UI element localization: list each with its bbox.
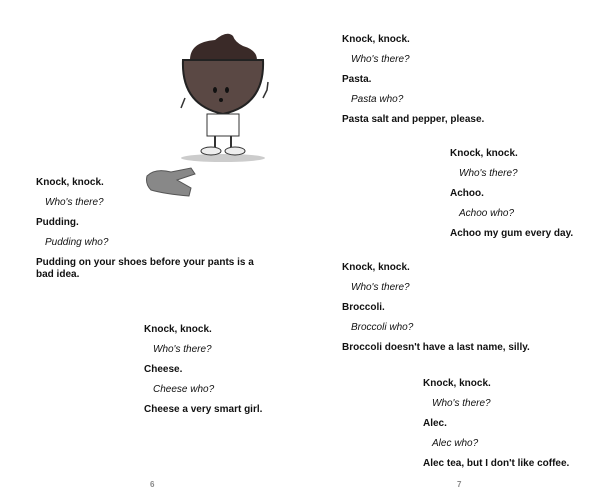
joke-punchline: Pudding on your shoes before your pants is a bad idea. — [36, 257, 254, 280]
joke-pasta — [342, 34, 484, 134]
joke-name: Pudding. — [36, 217, 79, 228]
joke-punchline: Achoo my gum every day. — [450, 228, 574, 239]
joke-name-who: Pasta who? — [351, 94, 404, 105]
joke-knock: Knock, knock. — [423, 378, 491, 389]
joke-punchline: Alec tea, but I don't like coffee. — [423, 458, 570, 469]
joke-broccoli — [342, 262, 530, 362]
joke-punchline: Cheese a very smart girl. — [144, 404, 263, 415]
joke-punchline: Broccoli doesn't have a last name, silly. — [342, 342, 530, 353]
pudding-character-illustration — [175, 30, 275, 165]
joke-alec — [423, 378, 569, 478]
joke-knock: Knock, knock. — [342, 34, 410, 45]
joke-name: Pasta. — [342, 74, 372, 85]
joke-knock: Knock, knock. — [36, 177, 104, 188]
joke-name-who: Pudding who? — [45, 237, 109, 248]
joke-who: Who's there? — [153, 344, 212, 355]
page-number-right: 7 — [457, 480, 462, 489]
joke-knock: Knock, knock. — [144, 324, 212, 335]
joke-name: Cheese. — [144, 364, 183, 375]
joke-name-who: Alec who? — [432, 438, 479, 449]
joke-name: Achoo. — [450, 188, 484, 199]
joke-pudding — [36, 177, 266, 281]
joke-who: Who's there? — [432, 398, 491, 409]
page-number-left: 6 — [150, 480, 155, 489]
joke-punchline: Pasta salt and pepper, please. — [342, 114, 485, 125]
joke-who: Who's there? — [351, 54, 410, 65]
joke-achoo — [450, 148, 573, 248]
joke-name: Alec. — [423, 418, 447, 429]
joke-name-who: Broccoli who? — [351, 322, 414, 333]
joke-cheese — [144, 324, 262, 424]
joke-who: Who's there? — [351, 282, 410, 293]
joke-knock: Knock, knock. — [342, 262, 410, 273]
joke-name: Broccoli. — [342, 302, 385, 313]
joke-who: Who's there? — [459, 168, 518, 179]
joke-name-who: Cheese who? — [153, 384, 215, 395]
joke-knock: Knock, knock. — [450, 148, 518, 159]
joke-who: Who's there? — [45, 197, 104, 208]
joke-name-who: Achoo who? — [459, 208, 515, 219]
